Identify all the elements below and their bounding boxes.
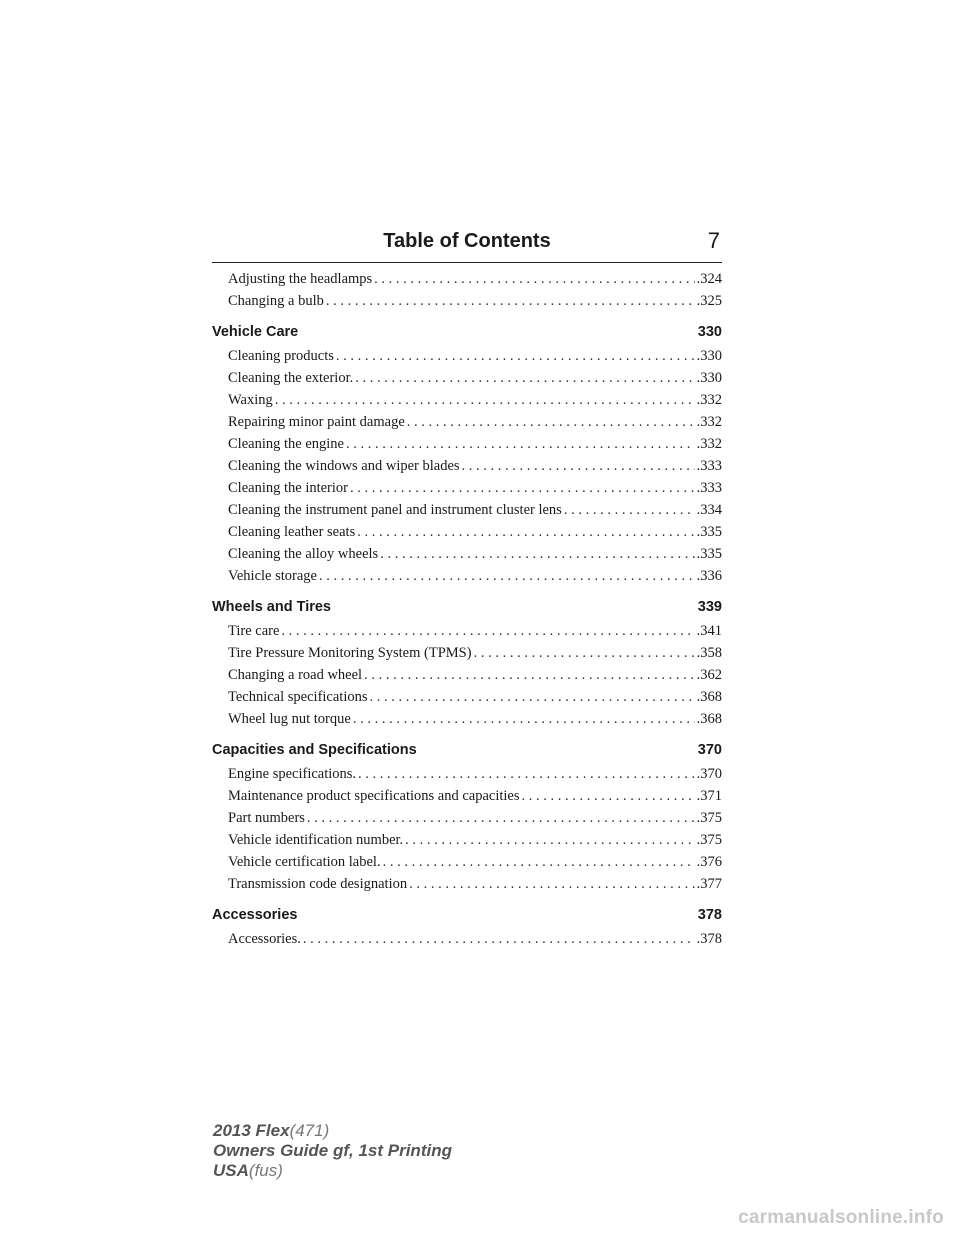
- toc-entry[interactable]: [212, 290, 722, 312]
- dot-leader: [307, 807, 695, 829]
- dot-leader: [357, 521, 694, 543]
- toc-entry-label: Vehicle identification number.: [228, 832, 404, 848]
- toc-entry-label: Vehicle storage: [228, 568, 317, 584]
- dot-leader: [355, 367, 694, 389]
- dot-leader: [364, 664, 695, 686]
- toc-entry[interactable]: [212, 686, 722, 708]
- toc-entry[interactable]: [212, 851, 722, 873]
- toc-entry-page: .333: [696, 480, 722, 496]
- toc-entry-page: .336: [696, 568, 722, 584]
- page-number: 7: [707, 228, 720, 253]
- footer-guide: Owners Guide gf, 1st Printing: [213, 1141, 452, 1160]
- toc-entry-page: .335: [696, 524, 722, 540]
- toc-entry-label: Wheel lug nut torque: [228, 711, 351, 727]
- toc-entry-label: Changing a bulb: [228, 293, 324, 309]
- toc-entry-page: .376: [696, 854, 722, 870]
- toc-entry-page: .333: [696, 458, 722, 474]
- toc-entry-label: Vehicle certification label.: [228, 854, 381, 870]
- toc-section-heading[interactable]: [212, 738, 722, 762]
- toc-entry-label: Cleaning the windows and wiper blades: [228, 458, 460, 474]
- toc-entry-label: Cleaning the exterior.: [228, 370, 354, 386]
- toc-entry-label: Changing a road wheel: [228, 667, 363, 683]
- toc-entry[interactable]: [212, 642, 722, 664]
- toc-entry[interactable]: [212, 620, 722, 642]
- section-title: Vehicle Care: [212, 324, 299, 340]
- toc-entry-page: .324: [696, 271, 722, 287]
- toc-entry-page: .335: [696, 546, 722, 562]
- toc-entry-page: .330: [696, 370, 722, 386]
- toc-entry[interactable]: [212, 367, 722, 389]
- toc-entry-page: .368: [696, 689, 722, 705]
- toc-entry-label: Tire care: [228, 623, 280, 639]
- toc-entry[interactable]: [212, 455, 722, 477]
- toc-entry[interactable]: [212, 499, 722, 521]
- dot-leader: [374, 268, 694, 290]
- toc-entry-label: Maintenance product specifications and capacities: [228, 788, 520, 804]
- toc-entry-label: Part numbers: [228, 810, 305, 826]
- dot-leader: [281, 620, 694, 642]
- toc-entry-page: .362: [696, 667, 722, 683]
- toc-entry-label: Adjusting the headlamps: [228, 271, 373, 287]
- toc-entry[interactable]: [212, 873, 722, 895]
- dot-leader: [380, 543, 694, 565]
- toc-entry-page: .371: [696, 788, 722, 804]
- toc-entry[interactable]: [212, 389, 722, 411]
- toc-entry-page: .332: [696, 436, 722, 452]
- dot-leader: [462, 455, 695, 477]
- toc-entry-page: .358: [696, 645, 722, 661]
- table-of-contents: [212, 268, 722, 950]
- section-title: Capacities and Specifications: [212, 742, 417, 758]
- toc-entry[interactable]: [212, 785, 722, 807]
- watermark: carmanualsonline.info: [738, 1207, 944, 1228]
- toc-entry-page: .378: [696, 931, 722, 947]
- toc-entry-label: Repairing minor paint damage: [228, 414, 405, 430]
- toc-entry[interactable]: [212, 543, 722, 565]
- dot-leader: [346, 433, 695, 455]
- footer-region-code: (fus): [248, 1161, 283, 1180]
- toc-entry-page: .370: [696, 766, 722, 782]
- toc-entry-page: .375: [696, 810, 722, 826]
- toc-entry-label: Transmission code designation: [228, 876, 408, 892]
- dot-leader: [303, 928, 695, 950]
- footer-line-guide: [213, 1141, 452, 1161]
- toc-entry[interactable]: [212, 928, 722, 950]
- footer-region: USA: [213, 1161, 249, 1180]
- dot-leader: [564, 499, 695, 521]
- toc-entry-page: .375: [696, 832, 722, 848]
- footer-model: 2013 Flex: [213, 1121, 290, 1140]
- dot-leader: [383, 851, 695, 873]
- toc-entry-page: .377: [696, 876, 722, 892]
- toc-section-heading[interactable]: [212, 320, 722, 344]
- toc-entry-label: Cleaning leather seats: [228, 524, 356, 540]
- footer-model-code: (471): [289, 1121, 330, 1140]
- dot-leader: [405, 829, 694, 851]
- dot-leader: [326, 290, 695, 312]
- toc-entry-page: .325: [696, 293, 722, 309]
- toc-entry[interactable]: [212, 829, 722, 851]
- dot-leader: [407, 411, 695, 433]
- page-title: Table of Contents: [383, 230, 551, 252]
- toc-entry[interactable]: [212, 345, 722, 367]
- toc-entry-page: .341: [696, 623, 722, 639]
- toc-entry[interactable]: [212, 565, 722, 587]
- toc-entry-label: Engine specifications.: [228, 766, 357, 782]
- dot-leader: [319, 565, 695, 587]
- toc-section-heading[interactable]: [212, 595, 722, 619]
- dot-leader: [409, 873, 695, 895]
- footer-line-model: [213, 1121, 452, 1141]
- toc-entry[interactable]: [212, 807, 722, 829]
- toc-entry-page: .368: [696, 711, 722, 727]
- toc-entry-label: Technical specifications: [228, 689, 368, 705]
- dot-leader: [275, 389, 695, 411]
- toc-entry-label: Cleaning the alloy wheels: [228, 546, 379, 562]
- toc-entry-page: .330: [696, 348, 722, 364]
- toc-entry-label: Cleaning the interior: [228, 480, 348, 496]
- toc-entry[interactable]: [212, 521, 722, 543]
- section-page: 370: [697, 742, 722, 758]
- dot-leader: [358, 763, 695, 785]
- dot-leader: [370, 686, 695, 708]
- footer-line-region: [213, 1161, 452, 1181]
- dot-leader: [474, 642, 695, 664]
- toc-entry[interactable]: [212, 411, 722, 433]
- toc-entry-label: Tire Pressure Monitoring System (TPMS): [228, 645, 472, 661]
- toc-entry-label: Cleaning products: [228, 348, 334, 364]
- section-title: Accessories: [212, 907, 298, 923]
- toc-entry-page: .334: [696, 502, 722, 518]
- page-header: [212, 228, 722, 263]
- toc-entry[interactable]: [212, 433, 722, 455]
- dot-leader: [350, 477, 695, 499]
- section-page: 378: [697, 907, 722, 923]
- section-title: Wheels and Tires: [212, 599, 331, 615]
- toc-entry-label: Waxing: [228, 392, 273, 408]
- toc-entry-page: .332: [696, 392, 722, 408]
- dot-leader: [522, 785, 695, 807]
- toc-entry-label: Cleaning the instrument panel and instrument cluster lens: [228, 502, 562, 518]
- dot-leader: [353, 708, 695, 730]
- toc-entry[interactable]: [212, 477, 722, 499]
- section-page: 330: [697, 324, 722, 340]
- print-footer: [213, 1121, 452, 1181]
- toc-section-heading[interactable]: [212, 903, 722, 927]
- toc-entry-label: Cleaning the engine: [228, 436, 344, 452]
- toc-entry[interactable]: [212, 763, 722, 785]
- toc-entry-label: Accessories.: [228, 931, 301, 947]
- section-page: 339: [697, 599, 722, 615]
- toc-entry[interactable]: [212, 268, 722, 290]
- toc-entry-page: .332: [696, 414, 722, 430]
- toc-entry[interactable]: [212, 708, 722, 730]
- toc-entry[interactable]: [212, 664, 722, 686]
- dot-leader: [336, 345, 695, 367]
